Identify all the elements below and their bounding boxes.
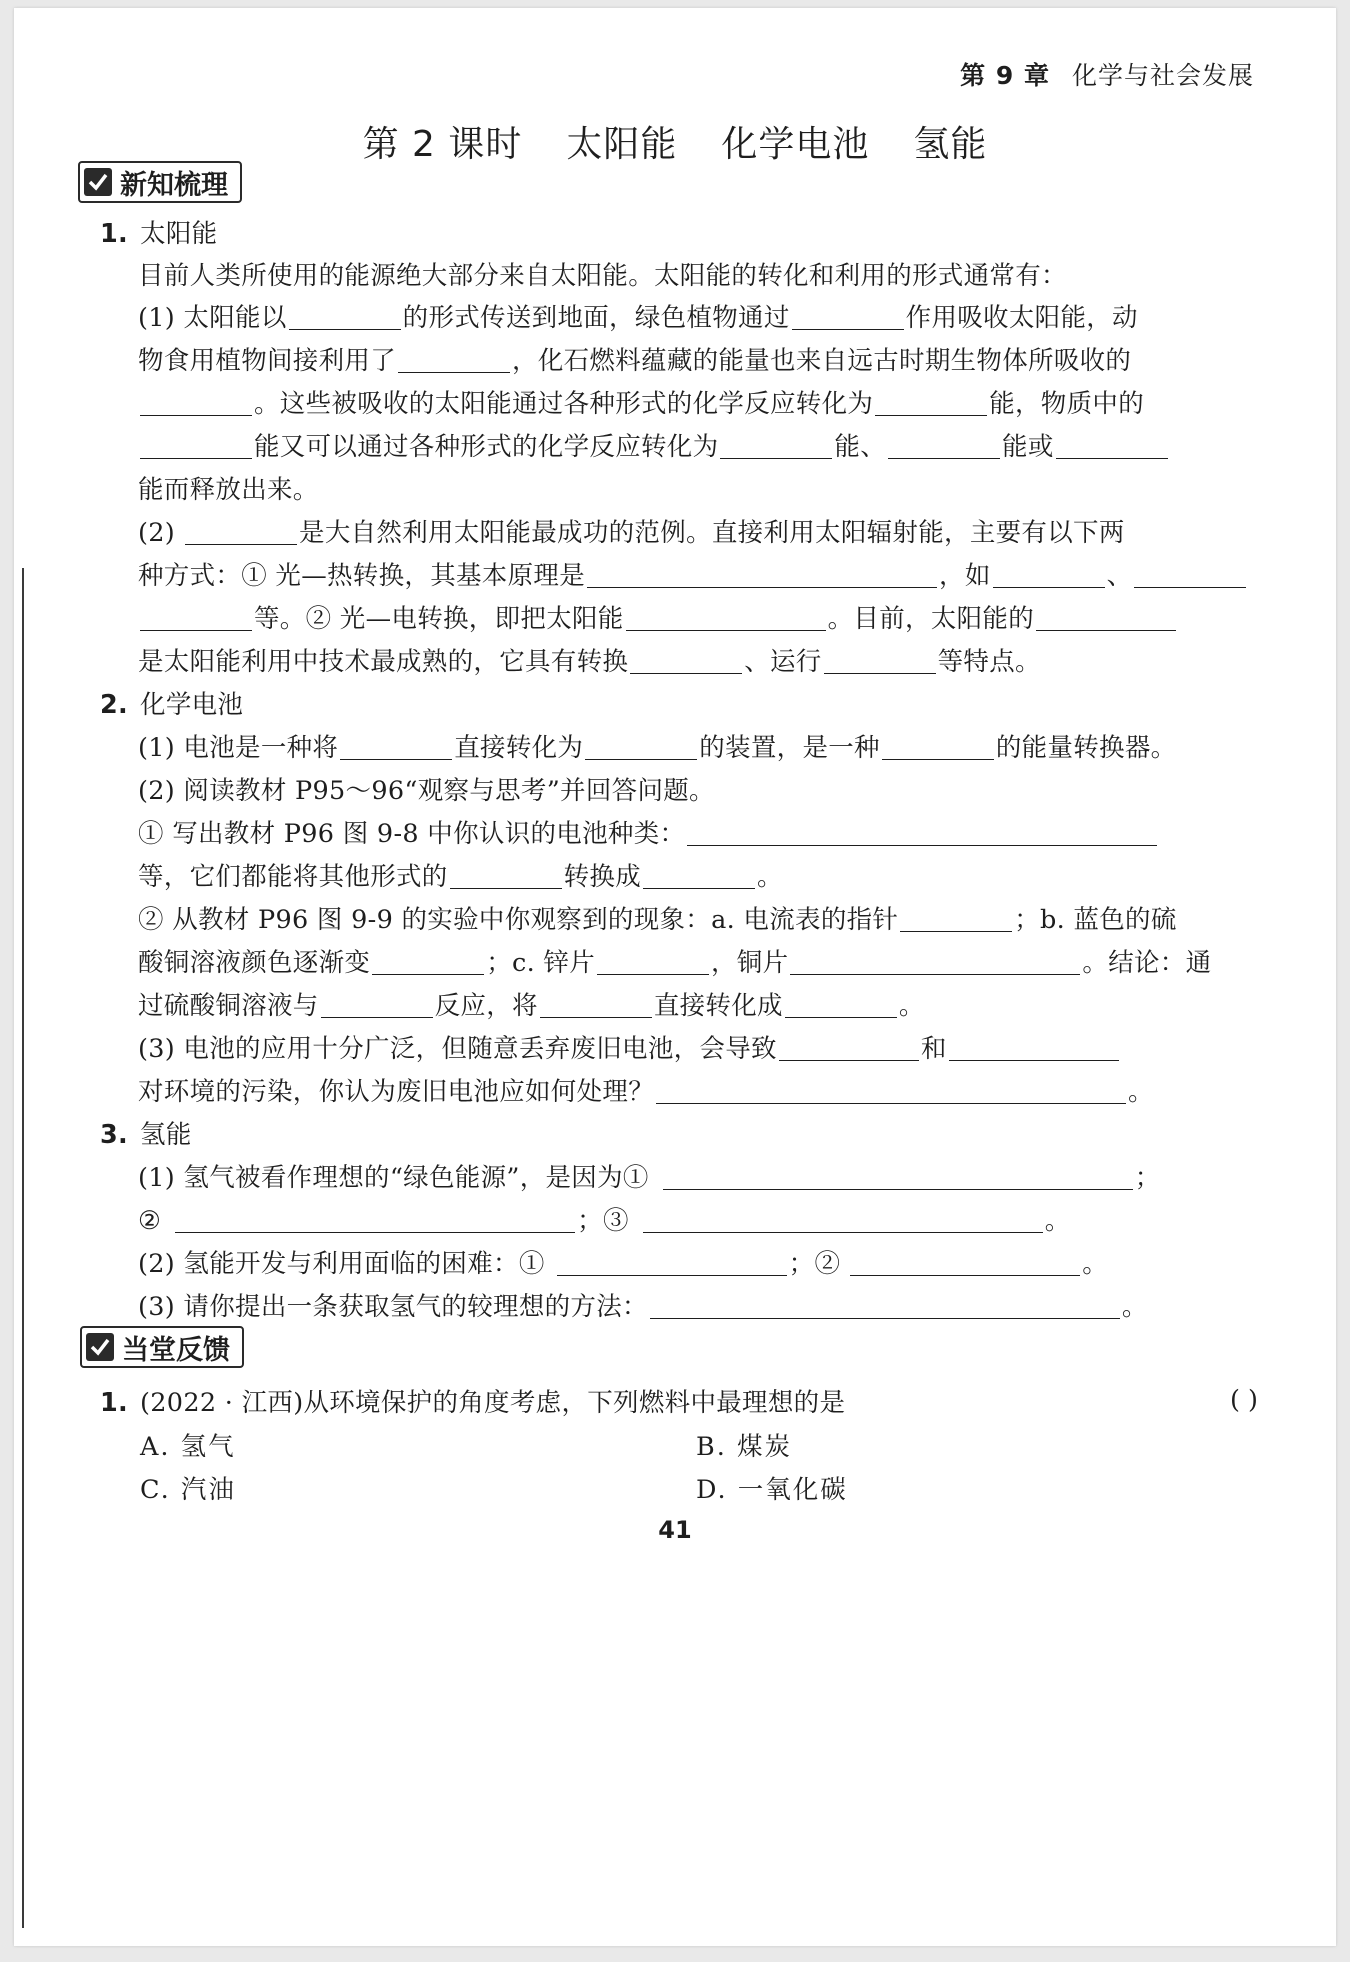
question-number: 1. — [100, 219, 129, 249]
answer-blank[interactable] — [882, 733, 994, 760]
chapter-title: 化学与社会发展 — [1071, 61, 1254, 90]
answer-blank[interactable] — [850, 1249, 1080, 1276]
answer-blank[interactable] — [650, 1292, 1120, 1319]
answer-blank[interactable] — [587, 561, 937, 588]
text-line: ① 写出教材 P96 图 9-8 中你认识的电池种类： — [138, 816, 1258, 852]
answer-blank[interactable] — [790, 948, 1080, 975]
option-d[interactable]: D. 一氧化碳 — [696, 1475, 848, 1505]
text-line: 种方式：① 光—热转换，其基本原理是 ，如 、 — [138, 558, 1258, 594]
text-line: 是太阳能利用中技术最成熟的，它具有转换 、运行 等特点。 — [138, 647, 1041, 677]
answer-blank[interactable] — [626, 604, 826, 631]
answer-blank[interactable] — [1036, 604, 1176, 631]
question-stem: (2022 · 江西)从环境保护的角度考虑，下列燃料中最理想的是 — [140, 1388, 846, 1418]
text-line: 能而释放出来。 — [138, 475, 319, 505]
lesson-topic-battery: 化学电池 — [721, 124, 870, 165]
answer-blank[interactable] — [175, 1206, 575, 1233]
text-line: (3) 请你提出一条获取氢气的较理想的方法： 。 — [138, 1292, 1148, 1322]
answer-blank[interactable] — [289, 303, 401, 330]
section-title: 新知梳理 — [120, 169, 228, 201]
chapter-number: 第 9 章 — [960, 61, 1050, 90]
answer-blank[interactable] — [643, 862, 755, 889]
text-line: (3) 电池的应用十分广泛，但随意丢弃废旧电池，会导致 和 — [138, 1031, 1258, 1067]
answer-blank[interactable] — [888, 432, 1000, 459]
question-number: 1. — [100, 1388, 129, 1418]
answer-blank[interactable] — [540, 991, 652, 1018]
answer-blank[interactable] — [792, 303, 904, 330]
answer-blank[interactable] — [185, 518, 297, 545]
text-line: 能又可以通过各种形式的化学反应转化为 能、 能或 — [138, 429, 1258, 465]
feedback-question — [100, 1385, 1258, 1421]
answer-blank[interactable] — [687, 819, 1157, 846]
answer-blank[interactable] — [993, 561, 1105, 588]
answer-blank[interactable] — [597, 948, 709, 975]
answer-blank[interactable] — [785, 991, 897, 1018]
answer-blank[interactable] — [340, 733, 452, 760]
lesson-topic-hydrogen: 氢能 — [913, 124, 988, 165]
text-line: 过硫酸铜溶液与 反应，将 直接转化成 。 — [138, 991, 925, 1021]
lesson-number: 第 2 课时 — [362, 124, 523, 165]
answer-paren[interactable]: ( ) — [1229, 1385, 1258, 1415]
answer-blank[interactable] — [643, 1206, 1043, 1233]
answer-blank[interactable] — [140, 604, 252, 631]
answer-blank[interactable] — [1134, 561, 1246, 588]
text-line: ② 从教材 P96 图 9-9 的实验中你观察到的现象：a. 电流表的指针 ；b. 蓝色的硫 — [138, 905, 1177, 935]
checkbox-icon — [86, 1333, 114, 1361]
question-number: 3. — [100, 1120, 129, 1150]
answer-blank[interactable] — [398, 346, 510, 373]
text-line: 等，它们都能将其他形式的 转换成 。 — [138, 862, 783, 892]
answer-blank[interactable] — [630, 647, 742, 674]
question-heading — [100, 216, 1258, 252]
answer-blank[interactable] — [140, 389, 252, 416]
answer-blank[interactable] — [557, 1249, 787, 1276]
text-line: 目前人类所使用的能源绝大部分来自太阳能。太阳能的转化和利用的形式通常有： — [138, 261, 1067, 291]
text-line: (1) 电池是一种将 直接转化为 的装置，是一种 的能量转换器。 — [138, 733, 1177, 763]
page — [14, 8, 1336, 1946]
answer-blank[interactable] — [875, 389, 987, 416]
text-line: (2) 阅读教材 P95～96“观察与思考”并回答问题。 — [138, 776, 715, 806]
answer-blank[interactable] — [585, 733, 697, 760]
option-a[interactable]: A. 氢气 — [140, 1432, 236, 1462]
text-line: (1) 太阳能以 的形式传送到地面，绿色植物通过 作用吸收太阳能，动 — [138, 303, 1138, 333]
lesson-topic-solar: 太阳能 — [566, 124, 678, 165]
question-number: 2. — [100, 690, 129, 720]
text-line: (1) 氢气被看作理想的“绿色能源”，是因为① ； — [138, 1163, 1161, 1193]
text-line: 物食用植物间接利用了 ，化石燃料蕴藏的能量也来自远古时期生物体所吸收的 — [138, 346, 1132, 376]
question-heading — [100, 1117, 1258, 1153]
section-badge-feedback — [80, 1326, 244, 1368]
question-title: 化学电池 — [140, 690, 244, 720]
answer-blank[interactable] — [140, 432, 252, 459]
answer-blank[interactable] — [949, 1034, 1119, 1061]
text-line: ② ；③ 。 — [138, 1206, 1071, 1236]
answer-blank[interactable] — [372, 948, 484, 975]
page-number: 41 — [658, 1516, 692, 1544]
text-line: (2) 是大自然利用太阳能最成功的范例。直接利用太阳辐射能，主要有以下两 — [138, 518, 1125, 548]
text-line: 酸铜溶液颜色逐渐变 ；c. 锌片 ，铜片 。结论：通 — [138, 948, 1212, 978]
answer-blank[interactable] — [900, 905, 1012, 932]
answer-blank[interactable] — [824, 647, 936, 674]
answer-blank[interactable] — [321, 991, 433, 1018]
worksheet-content — [14, 8, 1336, 1946]
answer-blank[interactable] — [450, 862, 562, 889]
text-line: 等。② 光—电转换，即把太阳能 。目前，太阳能的 — [138, 601, 1258, 637]
text-line: (2) 氢能开发与利用面临的困难：① ；② 。 — [138, 1249, 1109, 1279]
option-c[interactable]: C. 汽油 — [140, 1475, 236, 1505]
answer-blank[interactable] — [720, 432, 832, 459]
text-line: 。这些被吸收的太阳能通过各种形式的化学反应转化为 能，物质中的 — [138, 386, 1258, 422]
option-b[interactable]: B. 煤炭 — [696, 1432, 792, 1462]
question-heading — [100, 687, 1258, 723]
answer-blank[interactable] — [656, 1077, 1126, 1104]
question-title: 太阳能 — [140, 219, 218, 249]
question-title: 氢能 — [140, 1120, 192, 1150]
section-title: 当堂反馈 — [122, 1334, 230, 1366]
text-line: 对环境的污染，你认为废旧电池应如何处理？ 。 — [138, 1077, 1154, 1107]
answer-blank[interactable] — [779, 1034, 919, 1061]
answer-blank[interactable] — [1056, 432, 1168, 459]
answer-blank[interactable] — [663, 1163, 1133, 1190]
